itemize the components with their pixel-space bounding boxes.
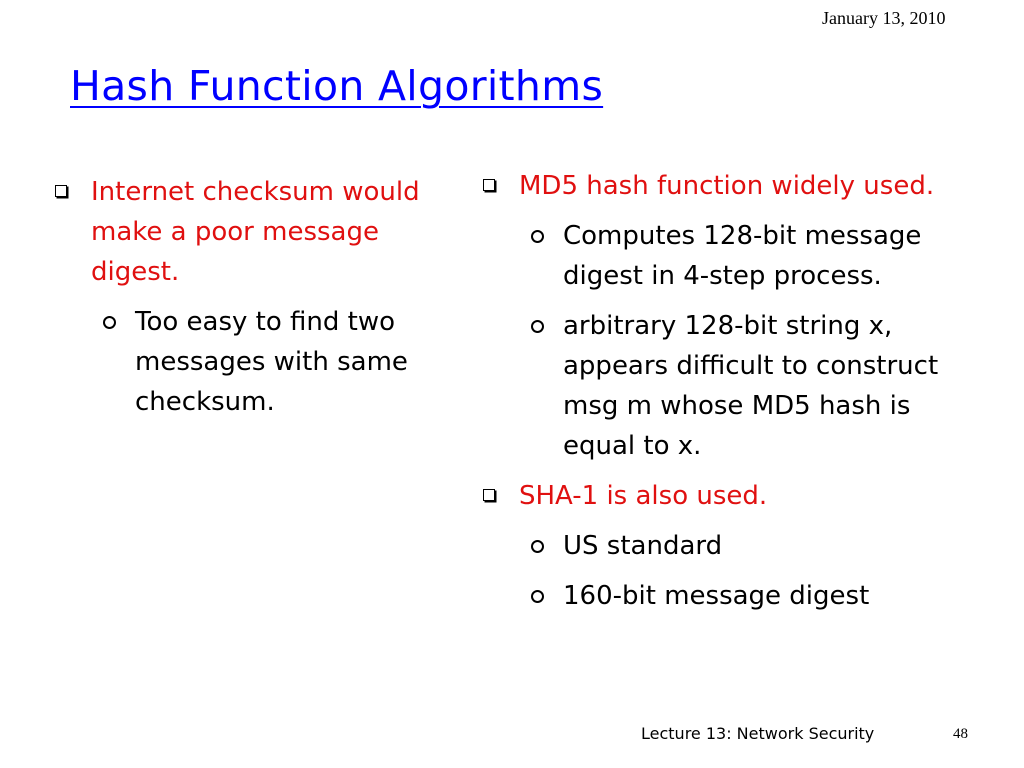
sub-bullet-text: Computes 128-bit message digest in 4-step process. — [563, 221, 922, 291]
footer-lecture-title: Lecture 13: Network Security — [641, 724, 875, 743]
circle-bullet-icon — [103, 316, 116, 329]
square-bullet-icon — [483, 489, 495, 501]
circle-bullet-icon — [531, 320, 544, 333]
circle-bullet-icon — [531, 230, 544, 243]
page-number: 48 — [953, 726, 968, 742]
bullet-text: Internet checksum would make a poor message digest. — [91, 177, 420, 287]
sub-bullet-text: arbitrary 128-bit string x, appears difficult to construct msg m whose MD5 hash is equal to x. — [563, 311, 939, 461]
sub-bullet-item — [102, 302, 450, 422]
bullet-item — [50, 172, 450, 292]
bullet-item — [478, 476, 988, 516]
sub-bullet-text: Too easy to find two messages with same checksum. — [135, 307, 408, 417]
square-bullet-icon — [55, 185, 67, 197]
slide-date: January 13, 2010 — [822, 8, 946, 28]
right-column — [478, 166, 988, 626]
left-column — [50, 172, 450, 432]
sub-bullet-item — [530, 306, 988, 466]
square-bullet-icon — [483, 179, 495, 191]
circle-bullet-icon — [531, 590, 544, 603]
slide-title: Hash Function Algorithms — [70, 62, 604, 110]
sub-bullet-item — [530, 216, 988, 296]
sub-bullet-text: 160-bit message digest — [563, 581, 870, 611]
sub-bullet-text: US standard — [563, 531, 723, 561]
bullet-text: SHA-1 is also used. — [519, 481, 768, 511]
circle-bullet-icon — [531, 540, 544, 553]
bullet-item — [478, 166, 988, 206]
sub-bullet-item — [530, 576, 988, 616]
sub-bullet-item — [530, 526, 988, 566]
bullet-text: MD5 hash function widely used. — [519, 171, 935, 201]
